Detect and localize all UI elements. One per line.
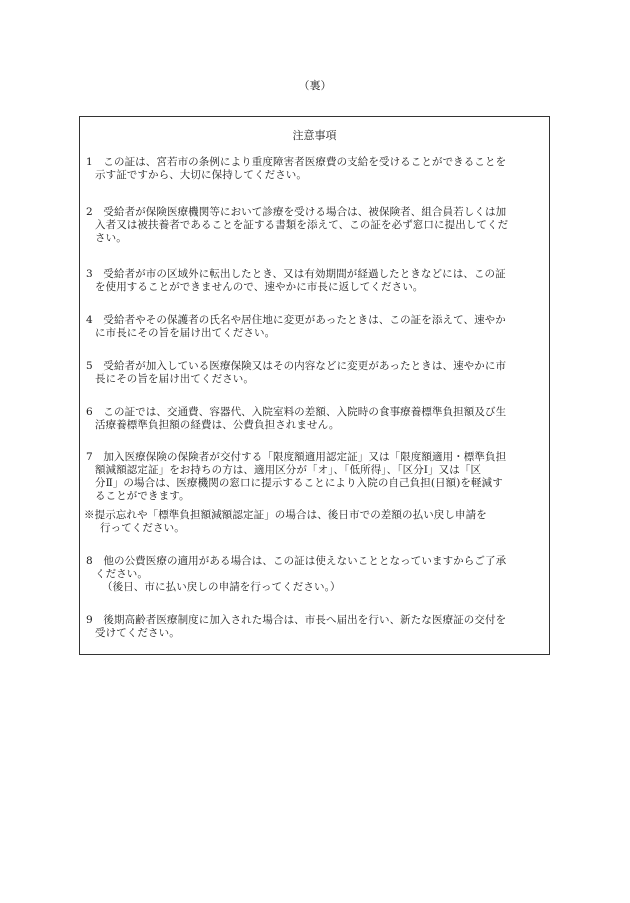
notice-item-line: 6 この証では、交通費、容器代、入院室料の差額、入院時の食事療養標準負担額及び生: [86, 406, 507, 418]
notice-item-line: ることができます。: [95, 490, 190, 502]
notice-box: [79, 116, 550, 655]
notice-item-6: [86, 406, 548, 432]
notice-item-line: 8 他の公費医療の適用がある場合は、この証は使えないこととなっていますからご了承: [86, 555, 507, 567]
notice-item-8: [86, 555, 548, 594]
page-side-label: （裏）: [298, 79, 332, 92]
notice-item-9: [86, 614, 548, 640]
notice-item-line: 受けてください。: [95, 627, 180, 639]
notice-item-line: 7 加入医療保険の保険者が交付する「限度額適用認定証」又は「限度額適用・標準負担: [86, 451, 507, 463]
notice-item-line: 5 受給者が加入している医療保険又はその内容などに変更があったときは、速やかに市: [86, 360, 507, 372]
notice-item-line: さい。: [95, 232, 127, 244]
notice-item-line: 1 この証は、宮若市の条例により重度障害者医療費の支給を受けることができることを: [86, 156, 507, 168]
notice-item-line: 分Ⅱ」の場合は、医療機関の窓口に提示することにより入院の自己負担(日額)を軽減す: [95, 477, 503, 489]
notice-item-5: [86, 360, 548, 386]
notice-item-line: 活療養標準負担額の経費は、公費負担されません。: [95, 419, 340, 431]
notice-item-3: [86, 268, 548, 294]
notice-item-1: [86, 156, 548, 182]
notice-item-2: [86, 206, 548, 245]
notice-item-line: 3 受給者が市の区域外に転出したとき、又は有効期間が経過したときなどには、この証: [86, 268, 506, 280]
notice-item-line: を使用することができませんので、速やかに市長に返してください。: [95, 281, 424, 293]
notice-item-4: [86, 314, 548, 340]
notice-item-line: ください。: [95, 568, 148, 580]
notice-item-line: 2 受給者が保険医療機関等において診療を受ける場合は、被保険者、組合員若しくは加: [86, 206, 507, 218]
notice-item-line: 4 受給者やその保護者の氏名や居住地に変更があったときは、この証を添えて、速やか: [86, 314, 506, 326]
notice-item-line: 示す証ですから、大切に保持してください。: [95, 169, 307, 181]
notice-item-line: 額減額認定証」をお持ちの方は、適用区分が「オ」、「低所得」、「区分Ⅰ」又は「区: [95, 464, 482, 476]
notice-item-7: [86, 451, 548, 503]
notice-note-line: 行ってください。: [100, 522, 185, 534]
notice-item-7-note: [84, 509, 546, 535]
notice-item-line: 入者又は被扶養者であることを証する書類を添えて、この証を必ず窓口に提出してくだ: [95, 219, 509, 231]
notice-item-line: 長にその旨を届け出てください。: [95, 373, 254, 385]
notice-item-line: 9 後期高齢者医療制度に加入された場合は、市長へ届出を行い、新たな医療証の交付を: [86, 614, 507, 626]
notice-item-line: に市長にその旨を届け出てください。: [95, 327, 276, 339]
notice-item-subline: （後日、市に払い戻しの申請を行ってください。）: [102, 581, 341, 593]
notice-note-line: ※提示忘れや「標準負担額減額認定証」の場合は、後日市での差額の払い戻し申請を: [84, 509, 487, 521]
notice-title: 注意事項: [292, 129, 337, 142]
